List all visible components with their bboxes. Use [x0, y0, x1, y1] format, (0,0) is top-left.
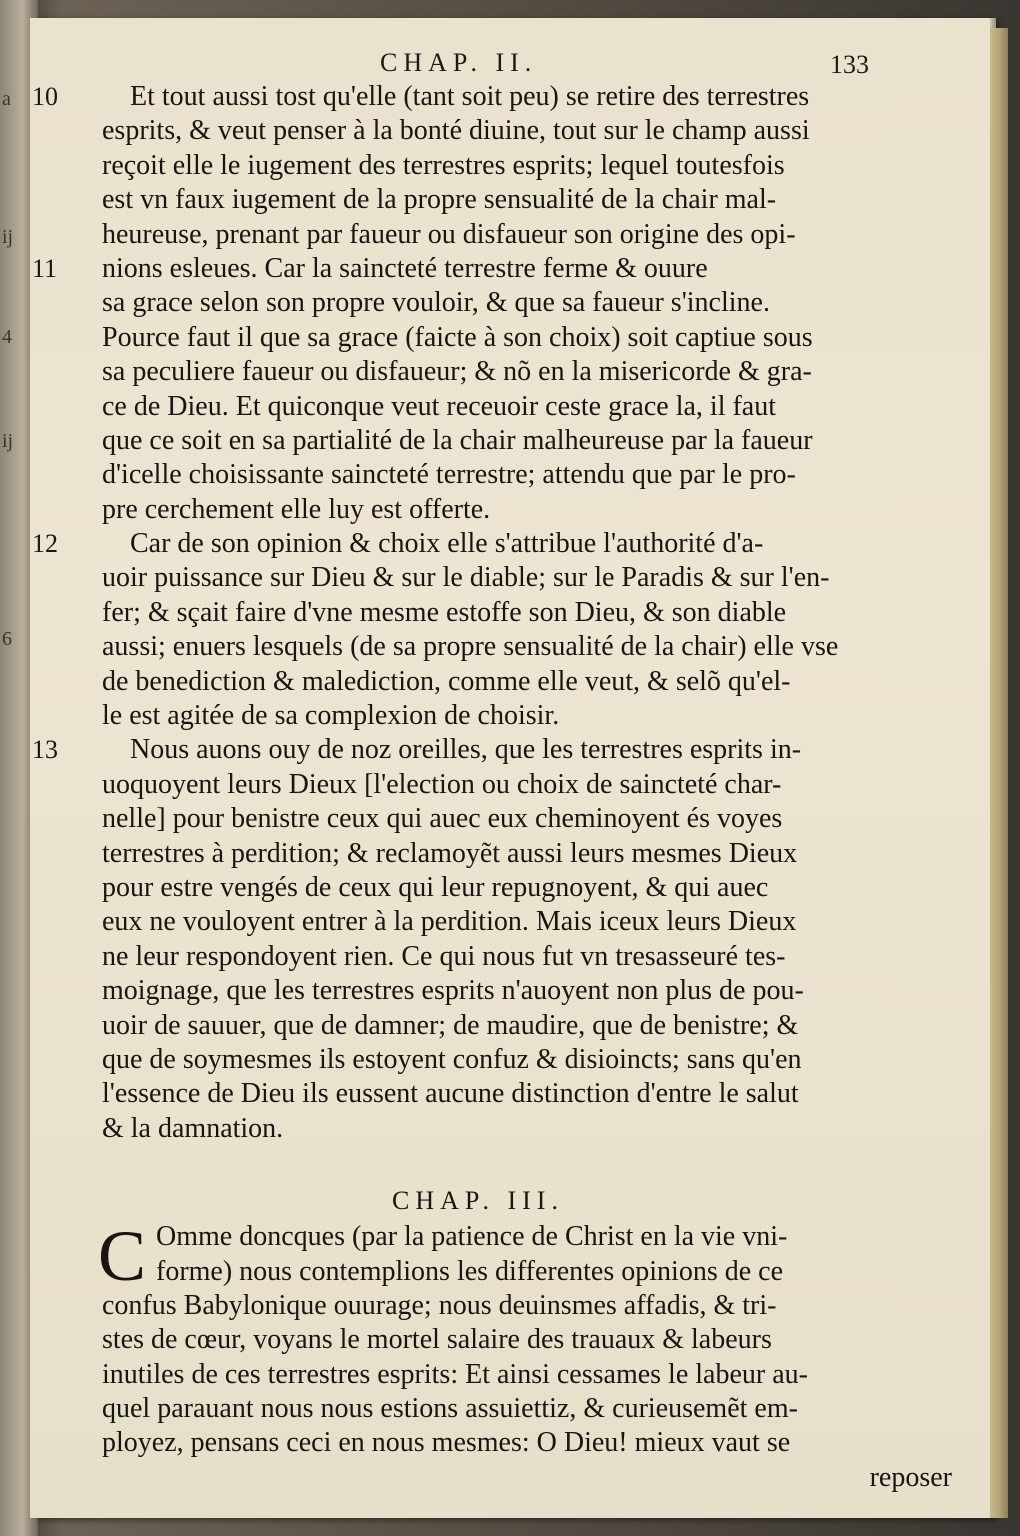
text-line: terrestres à perdition; & reclamoyẽt aussi leurs mesmes Dieux	[102, 837, 798, 869]
text-line: uoquoyent leurs Dieux [l'election ou choix de saincteté char-	[102, 768, 782, 800]
page-fore-edge	[990, 28, 1008, 1518]
text-line: 11 nions esleues. Car la saincteté terrestre ferme & ouure	[72, 252, 952, 286]
text-line: fer; & sçait faire d'vne mesme estoffe son Dieu, & son diable	[102, 596, 787, 628]
main-text	[32, 80, 952, 1495]
folio-number: 133	[830, 50, 869, 79]
catchword: reposer	[869, 1461, 952, 1493]
text-line: confus Babylonique ouurage; nous deuinsmes affadis, & tri-	[102, 1289, 777, 1321]
text-line: quel parauant nous nous estions assuiettiz, & curieusemẽt em-	[102, 1393, 798, 1425]
text-line: aussi; enuers lesquels (de sa propre sensualité de la chair) elle vse	[102, 631, 839, 663]
chapter-heading	[72, 1182, 952, 1220]
text-line: ce de Dieu. Et quiconque veut receuoir ceste grace la, il faut	[102, 390, 777, 422]
text-line: esprits, & veut penser à la bonté diuine, tout sur le champ aussi	[102, 115, 810, 147]
text-line: stes de cœur, voyans le mortel salaire des trauaux & labeurs	[102, 1324, 772, 1356]
verse-number: 13	[32, 735, 58, 765]
text-line: Pource faut il que sa grace (faicte à son choix) soit captiue sous	[102, 321, 813, 353]
facing-page-mark: a	[2, 88, 11, 110]
catchword-line	[72, 1461, 952, 1495]
text-line: sa peculiere faueur ou disfaueur; & nõ en la misericorde & gra-	[102, 356, 812, 388]
text-line: est vn faux iugement de la propre sensualité de la chair mal-	[102, 184, 777, 216]
text-line: uoir de sauuer, que de damner; de maudire, que de benistre; &	[102, 1009, 799, 1041]
text-line: que ce soit en sa partialité de la chair malheureuse par la faueur	[102, 424, 813, 456]
text-line: l'essence de Dieu ils eussent aucune distinction d'entre le salut	[102, 1078, 799, 1110]
text-line: inutiles de ces terrestres esprits: Et ainsi cessames le labeur au-	[102, 1358, 808, 1390]
text-line: le est agitée de sa complexion de choisir.	[102, 700, 560, 732]
text-line: 10 Et tout aussi tost qu'elle (tant soit peu) se retire des terrestres	[72, 80, 952, 114]
book-page	[30, 18, 990, 1518]
text-line: pre cerchement elle luy est offerte.	[102, 493, 491, 525]
verse-number: 12	[32, 529, 58, 559]
text-line: ployez, pensans ceci en nous mesmes: O Dieu! mieux vaut se	[102, 1427, 791, 1459]
text-line: pour estre vengés de ceux qui leur repugnoyent, & qui auec	[102, 871, 769, 903]
text-line: 13 Nous auons ouy de noz oreilles, que les terrestres esprits in-	[72, 733, 952, 767]
text-line: de benediction & malediction, comme elle veut, & selõ qu'el-	[102, 665, 791, 697]
chapter-title: CHAP. III.	[392, 1186, 564, 1216]
facing-page-mark: ij	[2, 430, 14, 452]
text-line: uoir puissance sur Dieu & sur le diable; sur le Paradis & sur l'en-	[102, 562, 830, 594]
text-line: & la damnation.	[102, 1112, 284, 1144]
running-title: CHAP. II.	[380, 48, 538, 77]
verse-number: 11	[32, 253, 58, 283]
drop-cap: C	[98, 1216, 147, 1297]
text-line: moignage, que les terrestres esprits n'auoyent non plus de pou-	[102, 975, 804, 1007]
text-line: 12 Car de son opinion & choix elle s'attribue l'authorité d'a-	[72, 527, 952, 561]
text-line: sa grace selon son propre vouloir, & que sa faueur s'incline.	[102, 287, 770, 319]
facing-page-mark: ij	[2, 226, 14, 248]
text-line: ne leur respondoyent rien. Ce qui nous fut vn tresasseuré tes-	[102, 940, 786, 972]
text-line: nelle] pour benistre ceux qui auec eux cheminoyent és voyes	[102, 803, 783, 835]
text-line: forme) nous contemplions les differentes opinions de ce	[156, 1255, 783, 1287]
text-line: reçoit elle le iugement des terrestres esprits; lequel toutesfois	[102, 149, 785, 181]
text-line: eux ne vouloyent entrer à la perdition. Mais iceux leurs Dieux	[102, 906, 797, 938]
facing-page-mark: 4	[2, 326, 12, 348]
verse-number: 10	[32, 82, 58, 111]
section-gap	[72, 1146, 952, 1182]
facing-page-mark: 6	[2, 628, 12, 650]
text-line: heureuse, prenant par faueur ou disfaueur son origine des opi-	[102, 218, 796, 250]
text-line: d'icelle choisissante saincteté terrestre; attendu que par le pro-	[102, 459, 796, 491]
text-line: que de soymesmes ils estoyent confuz & disioincts; sans qu'en	[102, 1043, 802, 1075]
text-line: C Omme doncques (par la patience de Christ en la vie vni-	[98, 1216, 788, 1297]
